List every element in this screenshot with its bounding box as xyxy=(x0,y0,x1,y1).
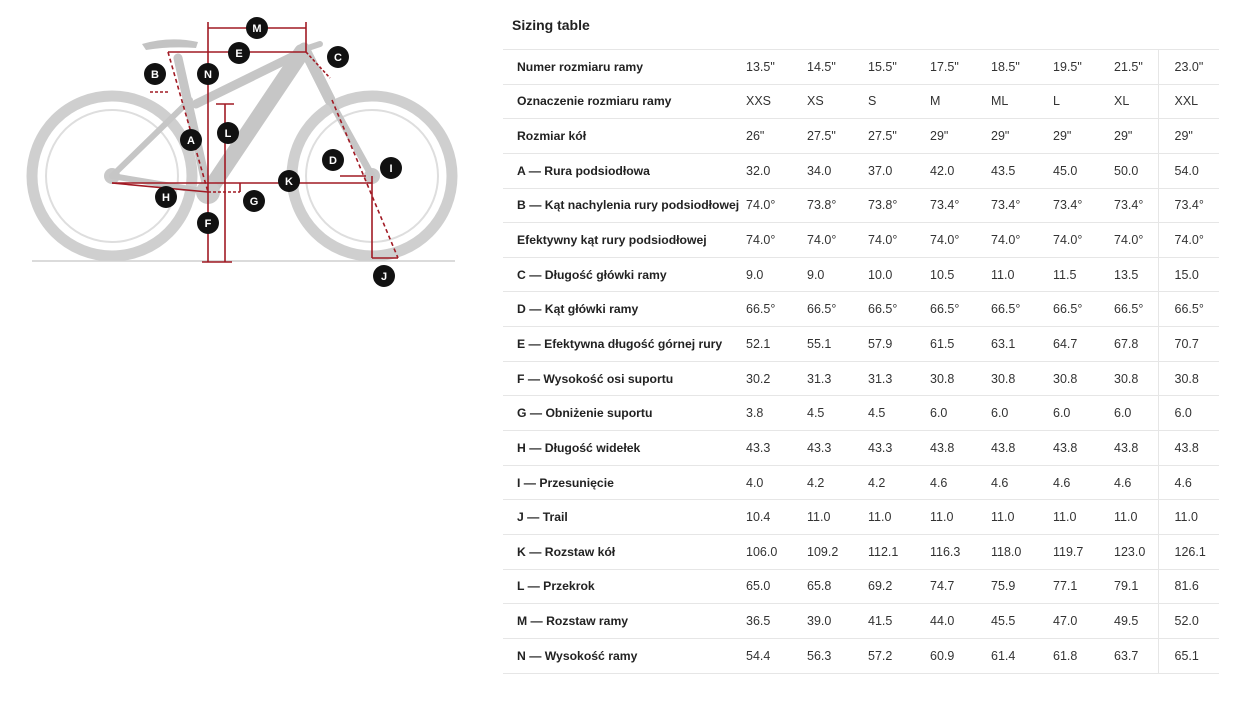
table-cell: 66.5° xyxy=(987,292,1049,327)
table-cell: 10.4 xyxy=(742,500,803,535)
table-cell: 73.4° xyxy=(987,188,1049,223)
table-cell: 18.5" xyxy=(987,50,1049,85)
table-cell: 11.0 xyxy=(1110,500,1158,535)
marker-L xyxy=(217,122,239,144)
row-label: A — Rura podsiodłowa xyxy=(503,153,742,188)
table-cell: 30.8 xyxy=(1110,361,1158,396)
table-cell: 15.0 xyxy=(1158,257,1219,292)
table-cell: 3.8 xyxy=(742,396,803,431)
marker-K xyxy=(278,170,300,192)
table-title: Sizing table xyxy=(512,17,590,33)
table-cell: 43.3 xyxy=(864,431,926,466)
table-cell: 4.6 xyxy=(1049,465,1110,500)
table-cell: 73.4° xyxy=(1158,188,1219,223)
table-cell: 31.3 xyxy=(864,361,926,396)
table-cell: 74.0° xyxy=(864,223,926,258)
row-label: E — Efektywna długość górnej rury xyxy=(503,327,742,362)
svg-text:L: L xyxy=(224,128,232,140)
row-label: F — Wysokość osi suportu xyxy=(503,361,742,396)
table-cell: 9.0 xyxy=(803,257,864,292)
table-cell: 6.0 xyxy=(987,396,1049,431)
table-cell: 30.2 xyxy=(742,361,803,396)
table-cell: 4.6 xyxy=(1158,465,1219,500)
table-cell: 13.5" xyxy=(742,50,803,85)
marker-B xyxy=(144,63,166,85)
table-cell: 44.0 xyxy=(926,604,987,639)
table-cell: 74.0° xyxy=(1049,223,1110,258)
table-cell: 74.0° xyxy=(1158,223,1219,258)
svg-text:H: H xyxy=(162,192,170,204)
row-label: Numer rozmiaru ramy xyxy=(503,50,742,85)
table-cell: 106.0 xyxy=(742,534,803,569)
table-cell: 43.3 xyxy=(803,431,864,466)
table-cell: 43.8 xyxy=(1158,431,1219,466)
table-cell: 43.8 xyxy=(1110,431,1158,466)
svg-text:D: D xyxy=(329,155,337,167)
svg-text:J: J xyxy=(380,271,388,283)
table-cell: 74.0° xyxy=(742,223,803,258)
table-cell: 37.0 xyxy=(864,153,926,188)
table-row xyxy=(503,361,1219,396)
table-cell: 11.0 xyxy=(864,500,926,535)
table-cell: 65.0 xyxy=(742,569,803,604)
table-cell: 54.0 xyxy=(1158,153,1219,188)
table-cell: 11.0 xyxy=(1049,500,1110,535)
table-cell: L xyxy=(1049,84,1110,119)
table-cell: 10.5 xyxy=(926,257,987,292)
table-cell: 11.0 xyxy=(803,500,864,535)
table-cell: 69.2 xyxy=(864,569,926,604)
table-cell: 30.8 xyxy=(1049,361,1110,396)
table-cell: 31.3 xyxy=(803,361,864,396)
marker-M xyxy=(246,17,268,39)
table-cell: ML xyxy=(987,84,1049,119)
table-cell: 29" xyxy=(987,119,1049,154)
row-label: I — Przesunięcie xyxy=(503,465,742,500)
sizing-table xyxy=(503,49,1219,674)
table-cell: 45.0 xyxy=(1049,153,1110,188)
row-label: Efektywny kąt rury podsiodłowej xyxy=(503,223,742,258)
row-label: H — Długość widełek xyxy=(503,431,742,466)
table-cell: S xyxy=(864,84,926,119)
table-cell: 57.2 xyxy=(864,638,926,673)
table-cell: 56.3 xyxy=(803,638,864,673)
table-cell: XXL xyxy=(1158,84,1219,119)
table-cell: 63.1 xyxy=(987,327,1049,362)
table-cell: 21.5" xyxy=(1110,50,1158,85)
table-cell: 54.4 xyxy=(742,638,803,673)
table-cell: 11.5 xyxy=(1049,257,1110,292)
row-label: Rozmiar kół xyxy=(503,119,742,154)
table-cell: 61.8 xyxy=(1049,638,1110,673)
table-cell: 73.8° xyxy=(864,188,926,223)
table-cell: 19.5" xyxy=(1049,50,1110,85)
table-cell: 15.5" xyxy=(864,50,926,85)
table-cell: 52.1 xyxy=(742,327,803,362)
table-cell: 66.5° xyxy=(1049,292,1110,327)
svg-text:E: E xyxy=(235,48,243,60)
table-cell: 74.0° xyxy=(987,223,1049,258)
row-label: L — Przekrok xyxy=(503,569,742,604)
table-cell: 4.0 xyxy=(742,465,803,500)
table-cell: 123.0 xyxy=(1110,534,1158,569)
table-cell: 74.0° xyxy=(926,223,987,258)
table-cell: 66.5° xyxy=(864,292,926,327)
table-cell: M xyxy=(926,84,987,119)
table-cell: 23.0" xyxy=(1158,50,1219,85)
table-cell: 66.5° xyxy=(926,292,987,327)
table-cell: 4.2 xyxy=(803,465,864,500)
svg-text:N: N xyxy=(204,69,212,81)
table-row xyxy=(503,292,1219,327)
row-label: Oznaczenie rozmiaru ramy xyxy=(503,84,742,119)
table-cell: 73.4° xyxy=(1110,188,1158,223)
table-cell: 119.7 xyxy=(1049,534,1110,569)
table-cell: 43.3 xyxy=(742,431,803,466)
table-cell: XXS xyxy=(742,84,803,119)
table-row xyxy=(503,50,1219,85)
table-cell: 112.1 xyxy=(864,534,926,569)
marker-D xyxy=(322,149,344,171)
table-row xyxy=(503,327,1219,362)
marker-C xyxy=(327,46,349,68)
marker-E xyxy=(228,42,250,64)
table-cell: XS xyxy=(803,84,864,119)
row-label: G — Obniżenie suportu xyxy=(503,396,742,431)
table-cell: 4.6 xyxy=(926,465,987,500)
svg-text:G: G xyxy=(249,196,259,208)
table-cell: 29" xyxy=(1158,119,1219,154)
marker-G xyxy=(243,190,265,212)
table-cell: 66.5° xyxy=(803,292,864,327)
table-cell: 29" xyxy=(1049,119,1110,154)
table-cell: 116.3 xyxy=(926,534,987,569)
table-cell: 61.4 xyxy=(987,638,1049,673)
table-cell: 73.4° xyxy=(926,188,987,223)
table-cell: 57.9 xyxy=(864,327,926,362)
table-cell: 29" xyxy=(926,119,987,154)
marker-F xyxy=(197,212,219,234)
table-cell: 65.8 xyxy=(803,569,864,604)
row-label: C — Długość główki ramy xyxy=(503,257,742,292)
table-cell: 32.0 xyxy=(742,153,803,188)
table-cell: 6.0 xyxy=(926,396,987,431)
table-cell: 60.9 xyxy=(926,638,987,673)
row-label: K — Rozstaw kół xyxy=(503,534,742,569)
table-cell: 4.5 xyxy=(864,396,926,431)
svg-text:M: M xyxy=(252,23,262,35)
table-row xyxy=(503,153,1219,188)
table-cell: 10.0 xyxy=(864,257,926,292)
table-cell: 74.0° xyxy=(803,223,864,258)
table-cell: 66.5° xyxy=(1110,292,1158,327)
table-cell: 50.0 xyxy=(1110,153,1158,188)
table-row xyxy=(503,119,1219,154)
table-cell: 45.5 xyxy=(987,604,1049,639)
table-cell: 11.0 xyxy=(926,500,987,535)
row-label: D — Kąt główki ramy xyxy=(503,292,742,327)
marker-A xyxy=(180,129,202,151)
table-row xyxy=(503,604,1219,639)
table-cell: 17.5" xyxy=(926,50,987,85)
saddle xyxy=(142,39,198,50)
table-cell: 43.8 xyxy=(987,431,1049,466)
table-cell: 47.0 xyxy=(1049,604,1110,639)
table-cell: 27.5" xyxy=(864,119,926,154)
table-cell: 64.7 xyxy=(1049,327,1110,362)
table-cell: 29" xyxy=(1110,119,1158,154)
table-cell: 11.0 xyxy=(987,257,1049,292)
table-row xyxy=(503,500,1219,535)
svg-text:C: C xyxy=(334,52,342,64)
table-cell: 6.0 xyxy=(1110,396,1158,431)
row-label: N — Wysokość ramy xyxy=(503,638,742,673)
table-row xyxy=(503,223,1219,258)
table-cell: 30.8 xyxy=(987,361,1049,396)
table-cell: 13.5 xyxy=(1110,257,1158,292)
table-cell: 75.9 xyxy=(987,569,1049,604)
table-cell: 66.5° xyxy=(742,292,803,327)
table-cell: 126.1 xyxy=(1158,534,1219,569)
table-cell: 4.6 xyxy=(1110,465,1158,500)
table-cell: 4.2 xyxy=(864,465,926,500)
table-cell: 52.0 xyxy=(1158,604,1219,639)
table-row xyxy=(503,534,1219,569)
table-cell: 67.8 xyxy=(1110,327,1158,362)
marker-I xyxy=(380,157,402,179)
table-cell: 6.0 xyxy=(1049,396,1110,431)
table-row xyxy=(503,84,1219,119)
table-cell: 11.0 xyxy=(987,500,1049,535)
table-cell: 55.1 xyxy=(803,327,864,362)
table-cell: 41.5 xyxy=(864,604,926,639)
table-cell: 118.0 xyxy=(987,534,1049,569)
table-cell: 43.8 xyxy=(1049,431,1110,466)
table-cell: 43.8 xyxy=(926,431,987,466)
table-cell: 39.0 xyxy=(803,604,864,639)
table-row xyxy=(503,465,1219,500)
table-cell: 81.6 xyxy=(1158,569,1219,604)
table-cell: 77.1 xyxy=(1049,569,1110,604)
table-cell: 42.0 xyxy=(926,153,987,188)
table-row xyxy=(503,188,1219,223)
marker-N xyxy=(197,63,219,85)
svg-text:K: K xyxy=(285,176,293,188)
table-cell: 109.2 xyxy=(803,534,864,569)
table-cell: 66.5° xyxy=(1158,292,1219,327)
row-label: B — Kąt nachylenia rury podsiodłowej xyxy=(503,188,742,223)
marker-H xyxy=(155,186,177,208)
table-cell: 73.8° xyxy=(803,188,864,223)
svg-text:F: F xyxy=(204,218,212,230)
svg-text:I: I xyxy=(389,163,393,175)
table-cell: 63.7 xyxy=(1110,638,1158,673)
table-cell: 79.1 xyxy=(1110,569,1158,604)
table-cell: 43.5 xyxy=(987,153,1049,188)
bike-geometry-diagram xyxy=(0,0,470,300)
marker-J xyxy=(373,265,395,287)
table-cell: 9.0 xyxy=(742,257,803,292)
table-cell: 34.0 xyxy=(803,153,864,188)
table-cell: 30.8 xyxy=(1158,361,1219,396)
table-cell: 49.5 xyxy=(1110,604,1158,639)
table-cell: 73.4° xyxy=(1049,188,1110,223)
table-cell: 61.5 xyxy=(926,327,987,362)
table-row xyxy=(503,638,1219,673)
table-cell: 65.1 xyxy=(1158,638,1219,673)
row-label: J — Trail xyxy=(503,500,742,535)
table-cell: 4.6 xyxy=(987,465,1049,500)
table-cell: 14.5" xyxy=(803,50,864,85)
svg-text:B: B xyxy=(151,69,159,81)
table-cell: 36.5 xyxy=(742,604,803,639)
table-cell: 30.8 xyxy=(926,361,987,396)
table-cell: 4.5 xyxy=(803,396,864,431)
table-row xyxy=(503,431,1219,466)
table-row xyxy=(503,569,1219,604)
table-cell: 70.7 xyxy=(1158,327,1219,362)
table-cell: 26" xyxy=(742,119,803,154)
table-cell: 74.0° xyxy=(742,188,803,223)
table-row xyxy=(503,396,1219,431)
table-cell: 11.0 xyxy=(1158,500,1219,535)
table-cell: 74.0° xyxy=(1110,223,1158,258)
table-cell: 6.0 xyxy=(1158,396,1219,431)
table-cell: 27.5" xyxy=(803,119,864,154)
table-cell: 74.7 xyxy=(926,569,987,604)
table-row xyxy=(503,257,1219,292)
svg-text:A: A xyxy=(187,135,195,147)
row-label: M — Rozstaw ramy xyxy=(503,604,742,639)
table-cell: XL xyxy=(1110,84,1158,119)
